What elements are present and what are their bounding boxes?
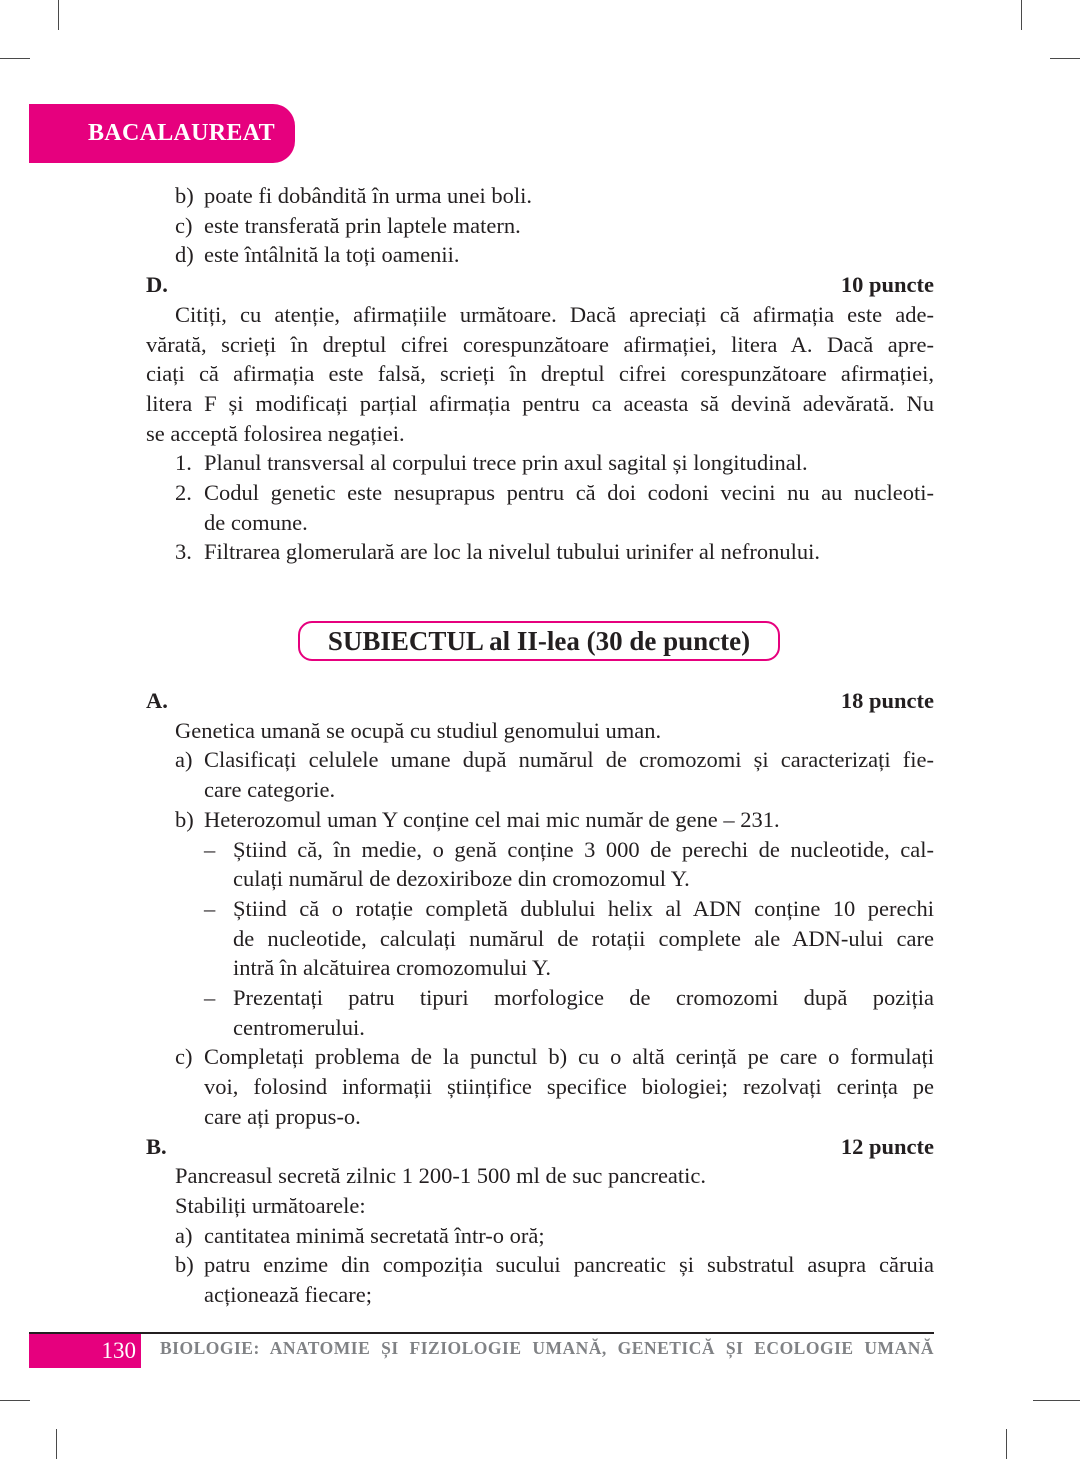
crop-mark-bottom-right-v <box>1006 1429 1007 1459</box>
section-d-instructions: Citiți, cu atenție, afirmațiile următoare. Dacă apreciați că afirmația este ade- vărată, scrieți în dreptul cifrei corespunzătoare afirmației, litera A. Dacă apre- ciați că afirmația este falsă, scrieți în dreptul cifrei corespunzătoare afirmației, litera F și modificați parțial afirmația pentru ca aceasta să devină adevărată. Nu se acceptă folosirea negației. <box>146 301 934 446</box>
section-a-intro: Genetica umană se ocupă cu studiul genomului uman. <box>175 717 662 743</box>
subitem-2: – Știind că o rotație completă dublului helix al ADN conține 10 perechi de nucleotide, calculați numărul de rotații complete ale ADN-ului care intră în alcătuirea cromozomului Y. <box>204 895 934 981</box>
subject-title-box <box>298 621 780 661</box>
section-a-item-c: c) Completați problema de la punctul b) cu o altă cerință pe care o formulați voi, folosind informații științifice specifice biologiei; rezolvați cerința pe care ați propus-o. <box>175 1044 934 1129</box>
section-a-points: 18 puncte <box>840 688 934 713</box>
section-a-letter: A. <box>146 688 168 713</box>
section-b-intro-1: Pancreasul secretă zilnic 1 200-1 500 ml de suc pancreatic. <box>175 1163 707 1189</box>
section-a-item-b: b) Heterozomul uman Y conține cel mai mic număr de gene – 231. – Știind că, în medie, o genă conține 3 000 de perechi de nucleotide, cal- culați numărul de dezoxiriboze din cromozomul Y. – Știind că o rotație completă dublului helix al ADN conține 10 perechi de nucleotide, calculați numărul de rotații complete ale ADN-ului care intră în alcătuirea cromozomului Y. – Prezentați patru tipuri morfologice de cromozomi după poziția centromerului. <box>146 805 934 1043</box>
option-d: d) este întâlnită la toți oamenii. <box>175 242 460 268</box>
crop-mark-top-left-h <box>0 58 30 59</box>
statement-2: 2. Codul genetic este nesuprapus pentru că doi codoni vecini nu au nucleoti- de comune. <box>175 480 934 535</box>
section-b-item-a: a) cantitatea minimă secretată într-o oră; <box>175 1222 545 1248</box>
subitem-3: – Prezentați patru tipuri morfologice de cromozomi după poziția centromerului. <box>204 985 934 1040</box>
crop-mark-top-right-v <box>1021 0 1022 30</box>
previous-options-list <box>146 181 934 270</box>
section-b-points: 12 puncte <box>840 1133 934 1159</box>
crop-mark-top-right-h <box>1050 58 1080 59</box>
section-b-header <box>146 1132 934 1162</box>
section-b-intro-2: Stabiliți următoarele: <box>175 1192 366 1218</box>
banner-label: BACALAUREAT <box>88 120 275 146</box>
footer-rule <box>29 1332 934 1334</box>
section-a-item-a: a) Clasificați celulele umane după numărul de cromozomi și caracterizați fie- care categorie. <box>175 747 934 803</box>
page-content-2 <box>146 686 934 1310</box>
crop-mark-bottom-right-h <box>1033 1400 1080 1401</box>
book-title: BIOLOGIE: ANATOMIE ȘI FIZIOLOGIE UMANĂ, GENETICĂ ȘI ECOLOGIE UMANĂ <box>160 1338 934 1358</box>
statement-1: 1. Planul transversal al corpului trece prin axul sagital și longitudinal. <box>175 450 808 476</box>
section-d-points: 10 puncte <box>840 272 934 298</box>
section-b-letter: B. <box>146 1133 167 1159</box>
section-a-header <box>146 686 934 716</box>
subject-title: SUBIECTUL al II-lea (30 de puncte) <box>327 625 751 656</box>
crop-mark-bottom-left-v <box>56 1429 57 1459</box>
section-d-statements <box>146 448 934 567</box>
page-number-box <box>29 1334 141 1368</box>
section-banner <box>29 104 295 163</box>
section-d-header <box>146 270 934 300</box>
option-c: c) este transferată prin laptele matern. <box>175 212 521 238</box>
statement-3: 3. Filtrarea glomerulară are loc la nivelul tubului urinifer al nefronului. <box>175 539 821 565</box>
page-number: 130 <box>101 1338 136 1363</box>
section-d-letter: D. <box>146 272 168 298</box>
crop-mark-top-left-v <box>58 0 59 30</box>
option-b: b) poate fi dobândită în urma unei boli. <box>175 183 533 208</box>
crop-mark-bottom-left-h <box>0 1400 30 1401</box>
page-content <box>146 181 934 567</box>
subitem-1: – Știind că, în medie, o genă conține 3 000 de perechi de nucleotide, cal- culați numărul de dezoxiriboze din cromozomul Y. <box>204 836 934 892</box>
section-b-item-b: b) patru enzime din compoziția sucului pancreatic și substratul asupra căruia acționează fiecare; <box>175 1252 934 1308</box>
